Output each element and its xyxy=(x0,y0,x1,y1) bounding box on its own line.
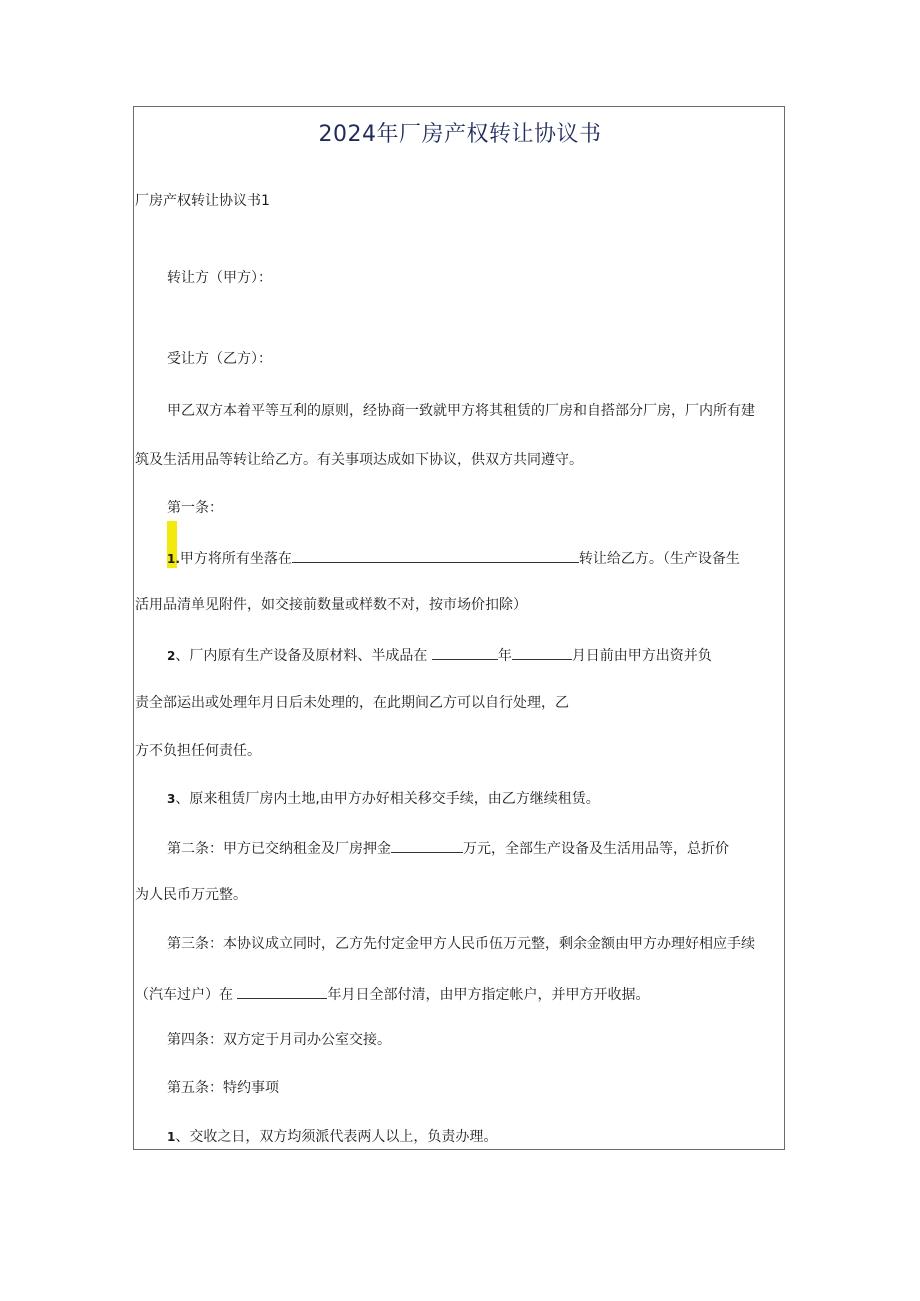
article-2-line-1 xyxy=(167,838,729,858)
item-number: 1. xyxy=(167,552,180,566)
blank-deposit-field[interactable] xyxy=(391,838,463,853)
article-1-item-1-line-1 xyxy=(167,548,740,568)
item-text: 年 xyxy=(497,648,512,664)
article-1-item-3 xyxy=(167,790,600,808)
item-number: 2 xyxy=(167,649,176,663)
item-number: 1 xyxy=(167,1130,176,1144)
transferor-line: 转让方（甲方）： xyxy=(167,270,272,286)
article-5-heading: 第五条：特约事项 xyxy=(167,1080,279,1096)
item-text: 年月日全部付清，由甲方指定帐户，并甲方开收据。 xyxy=(327,987,650,1003)
item-text: 、交收之日，双方均须派代表两人以上，负责办理。 xyxy=(175,1129,498,1145)
item-text: 转让给乙方。（生产设备生 xyxy=(578,551,740,567)
article-1-item-2-line-2: 责全部运出或处理年月日后未处理的，在此期间乙方可以自行处理，乙 xyxy=(135,695,569,711)
item-text: 甲方将所有坐落在 xyxy=(179,551,292,567)
article-3-line-1: 第三条：本协议成立同时，乙方先付定金甲方人民币伍万元整，剩余金额由甲方办理好相应手续 xyxy=(167,936,755,952)
item-text: 、厂内原有生产设备及原材料、半成品在 xyxy=(175,648,428,664)
item-text: 万元，全部生产设备及生活用品等，总折价 xyxy=(463,841,729,857)
article-1-item-2-line-3: 方不负担任何责任。 xyxy=(135,743,261,759)
blank-month-field[interactable] xyxy=(512,645,572,660)
item-text: 月日前由甲方出资并负 xyxy=(571,648,712,664)
intro-paragraph-line-2: 筑及生活用品等转让给乙方。有关事项达成如下协议，供双方共同遵守。 xyxy=(135,452,583,468)
transferee-line: 受让方（乙方）： xyxy=(167,351,272,367)
article-1-item-1-line-2: 活用品清单见附件，如交接前数量或样数不对，按市场价扣除） xyxy=(135,597,527,613)
item-text: （汽车过户）在 xyxy=(135,987,233,1003)
article-5-item-1 xyxy=(167,1128,497,1146)
article-1-item-2-line-1 xyxy=(167,645,712,665)
item-text: 、原来租赁厂房内土地,由甲方办好相关移交手续，由乙方继续租赁。 xyxy=(175,791,600,807)
item-text: 第二条：甲方已交纳租金及厂房押金 xyxy=(167,841,391,857)
document-title: 2024年厂房产权转让协议书 xyxy=(318,122,602,147)
blank-payment-date-field[interactable] xyxy=(237,984,327,999)
article-1-heading: 第一条： xyxy=(167,500,223,516)
intro-paragraph-line-1: 甲乙双方本着平等互利的原则，经协商一致就甲方将其租赁的厂房和自搭部分厂房，厂内所有建 xyxy=(167,403,755,419)
article-4: 第四条：双方定于月司办公室交接。 xyxy=(167,1032,391,1048)
article-2-line-2: 为人民币万元整。 xyxy=(135,887,247,903)
blank-year-field[interactable] xyxy=(432,645,498,660)
blank-location-field[interactable] xyxy=(292,548,579,563)
article-3-line-2 xyxy=(135,984,649,1004)
item-number: 3 xyxy=(167,792,176,806)
document-subtitle: 厂房产权转让协议书1 xyxy=(135,193,270,209)
